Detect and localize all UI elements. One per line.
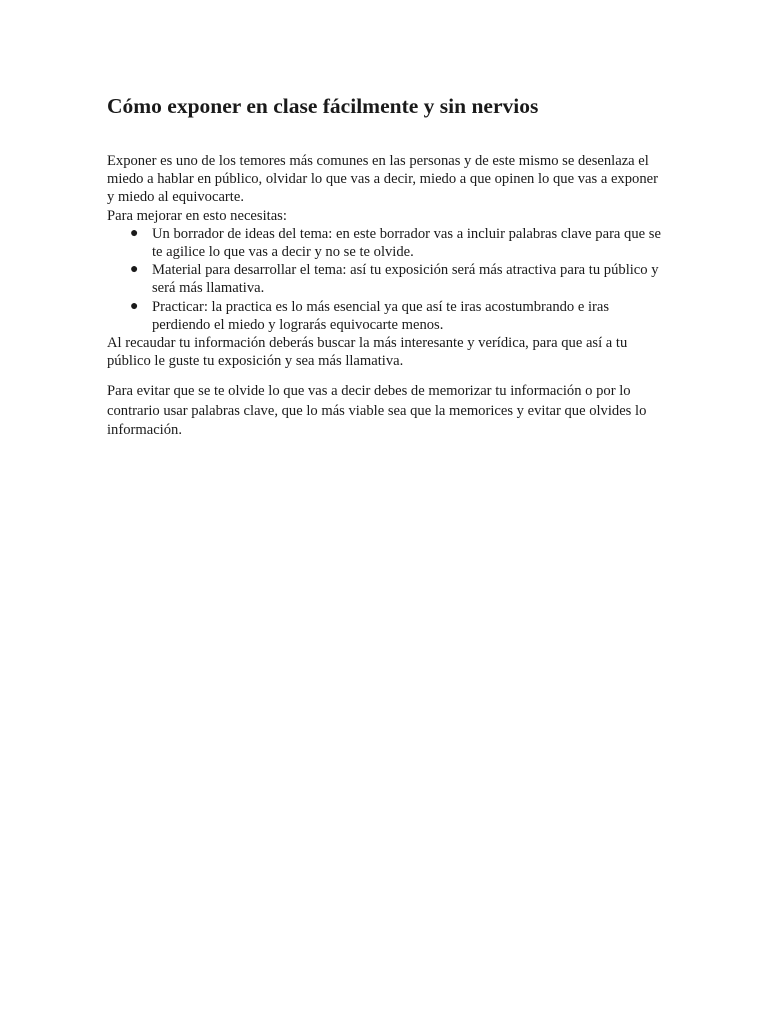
list-item-text: Material para desarrollar el tema: así tu exposición será más atractiva para tu público y será más llamativa. [152,262,659,297]
intro-paragraph: Exponer es uno de los temores más comunes en las personas y de este mismo se desenlaza el miedo a hablar en público, olvidar lo que vas a decir, miedo a que opinen lo que vas a exponer y miedo al equivocarte. [107,153,658,206]
memory-paragraph: Para evitar que se te olvide lo que vas a decir debes de memorizar tu información o por lo contrario usar palabras clave, que lo más viable sea que la memorices y evitar que olvides lo información. [107,383,647,439]
bullet-icon: ● [130,225,139,241]
bullet-icon: ● [130,298,139,314]
list-item [130,298,667,334]
list-item [130,261,667,297]
list-item-text: Practicar: la practica es lo más esencial ya que así te iras acostumbrando e iras perdiendo el miedo y lograrás equivocarte menos. [152,298,610,333]
document-title: Cómo exponer en clase fácilmente y sin nervios [107,94,539,118]
bullet-icon: ● [130,262,139,278]
needs-lead: Para mejorar en esto necesitas: [107,207,287,224]
list-item [130,225,667,261]
needs-list [107,225,667,334]
info-paragraph: Al recaudar tu información deberás buscar la más interesante y verídica, para que así a tu público le guste tu exposición y sea más llamativa. [107,335,628,370]
document-content [107,92,667,441]
list-item-text: Un borrador de ideas del tema: en este borrador vas a incluir palabras clave para que se te agilice lo que vas a decir y no se te olvide. [152,225,661,261]
